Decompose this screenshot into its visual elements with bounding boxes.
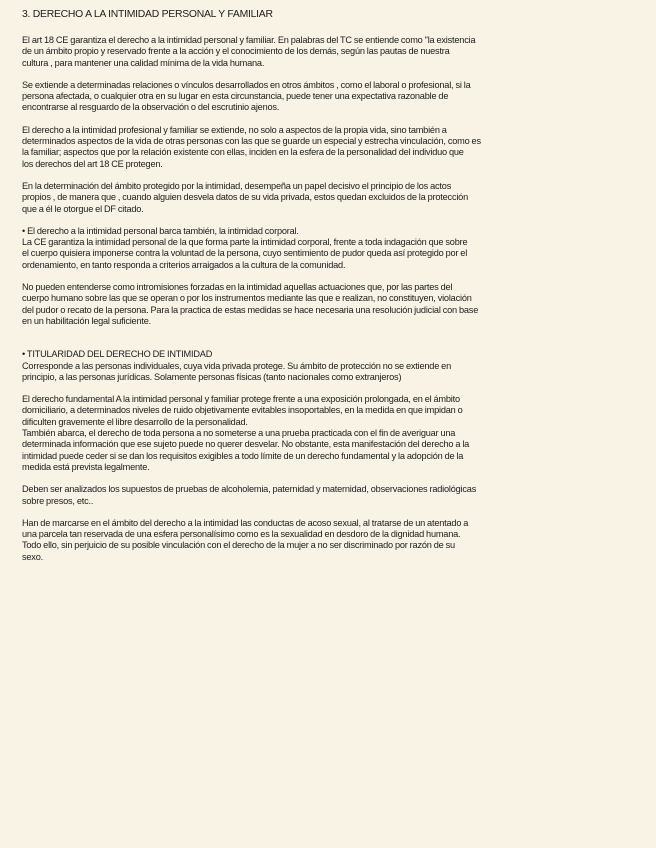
paragraph-1 bbox=[22, 35, 636, 69]
section-heading: 3. DERECHO A LA INTIMIDAD PERSONAL Y FAMILIAR bbox=[22, 9, 273, 20]
paragraph-line: ordenamiento, en tanto responda a criterios arraigados a la cultura de la comunidad. bbox=[22, 259, 346, 270]
paragraph-line: Han de marcarse en el ámbito del derecho a la intimidad las conductas de acoso sexual, al tratarse de un atentado a bbox=[22, 517, 469, 528]
paragraph-line: Deben ser analizados los supuestos de pruebas de alcoholemia, paternidad y maternidad, observaciones radiológicas bbox=[22, 484, 477, 495]
paragraph-line: encontrarse al resguardo de la observación o del escrutinio ajenos. bbox=[22, 102, 280, 113]
paragraph-line: sobre presos, etc.. bbox=[22, 495, 94, 506]
paragraph-line: El derecho a la intimidad profesional y familiar se extiende, no solo a aspectos de la propia vida, sino también a bbox=[22, 124, 447, 135]
paragraph-line: Se extiende a determinadas relaciones o vínculos desarrollados en otros ámbitos , como el laboral o profesional, si la bbox=[22, 79, 471, 90]
paragraph-line: el cuerpo quisiera imponerse contra la voluntad de la persona, cuyo sentimiento de pudor queda así protegido por el bbox=[22, 248, 468, 259]
paragraph-line: El derecho fundamental A la intimidad personal y familiar protege frente a una exposición prolongada, en el ámbito bbox=[22, 394, 460, 405]
spacer bbox=[22, 69, 636, 80]
paragraph-8 bbox=[22, 394, 636, 473]
spacer bbox=[22, 114, 636, 125]
bullet-heading: • TITULARIDAD DEL DERECHO DE INTIMIDAD bbox=[22, 349, 213, 360]
paragraph-line: Todo ello, sin perjuicio de su posible vinculación con el derecho de la mujer a no ser discriminado por razón de su bbox=[22, 540, 455, 551]
spacer bbox=[22, 383, 636, 394]
spacer bbox=[22, 215, 636, 226]
paragraph-line: Corresponde a las personas individuales, cuya vida privada protege. Su ámbito de protección no se extiende en bbox=[22, 360, 451, 371]
paragraph-line: que a él le otorgue el DF citado. bbox=[22, 203, 144, 214]
paragraph-line: sexo. bbox=[22, 551, 43, 562]
paragraph-line: determinados aspectos de la vida de otras personas con las que se guarde un especial y estrecha vinculación, como es bbox=[22, 136, 481, 147]
paragraph-line: la familiar; aspectos que por la relación existente con ellas, inciden en la esfera de la personalidad del individuo que bbox=[22, 147, 464, 158]
paragraph-2 bbox=[22, 80, 636, 114]
paragraph-line: una parcela tan reservada de una esfera personalísimo como es la sexualidad en desdoro de la dignidad humana. bbox=[22, 529, 461, 540]
paragraph-4 bbox=[22, 181, 636, 215]
paragraph-3 bbox=[22, 125, 636, 170]
bullet-line: • El derecho a la intimidad personal barca también, la intimidad corporal. bbox=[22, 225, 299, 236]
paragraph-line: El art 18 CE garantiza el derecho a la intimidad personal y familiar. En palabras del TC se entiende como "la existencia bbox=[22, 35, 476, 45]
paragraph-line: dificulten gravemente el libre desarrollo de la personalidad. bbox=[22, 416, 248, 427]
paragraph-line: medida está prevista legalmente. bbox=[22, 461, 150, 472]
paragraph-line: No pueden entenderse como intromisiones forzadas en la intimidad aquellas actuaciones que, por las partes del bbox=[22, 282, 453, 293]
paragraph-line: intimidad puede ceder si se dan los requisitos exigibles a todo límite de un derecho fundamental y la adopción de la bbox=[22, 450, 464, 461]
paragraph-line: cuerpo humano sobre las que se operan o por los instrumentos mediante las que e realizan, no constituyen, violación bbox=[22, 293, 472, 304]
paragraph-7 bbox=[22, 349, 636, 383]
paragraph-line: En la determinación del ámbito protegido por la intimidad, desempeña un papel decisivo el principio de los actos bbox=[22, 180, 452, 191]
paragraph-line: los derechos del art 18 CE protegen. bbox=[22, 158, 163, 169]
spacer bbox=[22, 170, 636, 181]
spacer bbox=[22, 271, 636, 282]
paragraph-line: domiciliario, a determinados niveles de ruido objetivamente evitables insoportables, en la medida en que impidan o bbox=[22, 405, 463, 416]
paragraph-line: determinada información que ese sujeto puede no querer desvelar. No obstante, esta manifestación del derecho a la bbox=[22, 439, 470, 450]
spacer bbox=[22, 473, 636, 484]
paragraph-5 bbox=[22, 226, 636, 271]
paragraph-line: en un habilitación legal suficiente. bbox=[22, 315, 151, 326]
paragraph-line: propios , de manera que , cuando alguien desvela datos de su vida privada, estos quedan excluidos de la protección bbox=[22, 192, 468, 203]
paragraph-6 bbox=[22, 282, 636, 327]
paragraph-10 bbox=[22, 518, 636, 563]
paragraph-line: del pudor o recato de la persona. Para la practica de estas medidas se hace necesaria una resolución judicial con base bbox=[22, 304, 479, 315]
paragraph-line: persona afectada, o cualquier otra en su lugar en esta circunstancia, puede tener una expectativa razonable de bbox=[22, 91, 449, 102]
spacer bbox=[22, 21, 636, 35]
paragraph-line: principio, a las personas jurídicas. Solamente personas físicas (tanto nacionales como extranjeros) bbox=[22, 371, 402, 382]
spacer bbox=[22, 327, 636, 349]
paragraph-9 bbox=[22, 484, 636, 507]
paragraph-line: También abarca, el derecho de toda persona a no someterse a una prueba practicada con el fin de averiguar una bbox=[22, 428, 456, 439]
paragraph-line: La CE garantiza la intimidad personal de la que forma parte la intimidad corporal, frente a toda indagación que sobre bbox=[22, 237, 468, 248]
spacer bbox=[22, 507, 636, 518]
paragraph-line: cultura , para mantener una calidad mínima de la vida humana. bbox=[22, 57, 265, 68]
paragraph-line: de un ámbito propio y reservado frente a la acción y el conocimiento de los demás, según las pautas de nuestra bbox=[22, 46, 450, 57]
